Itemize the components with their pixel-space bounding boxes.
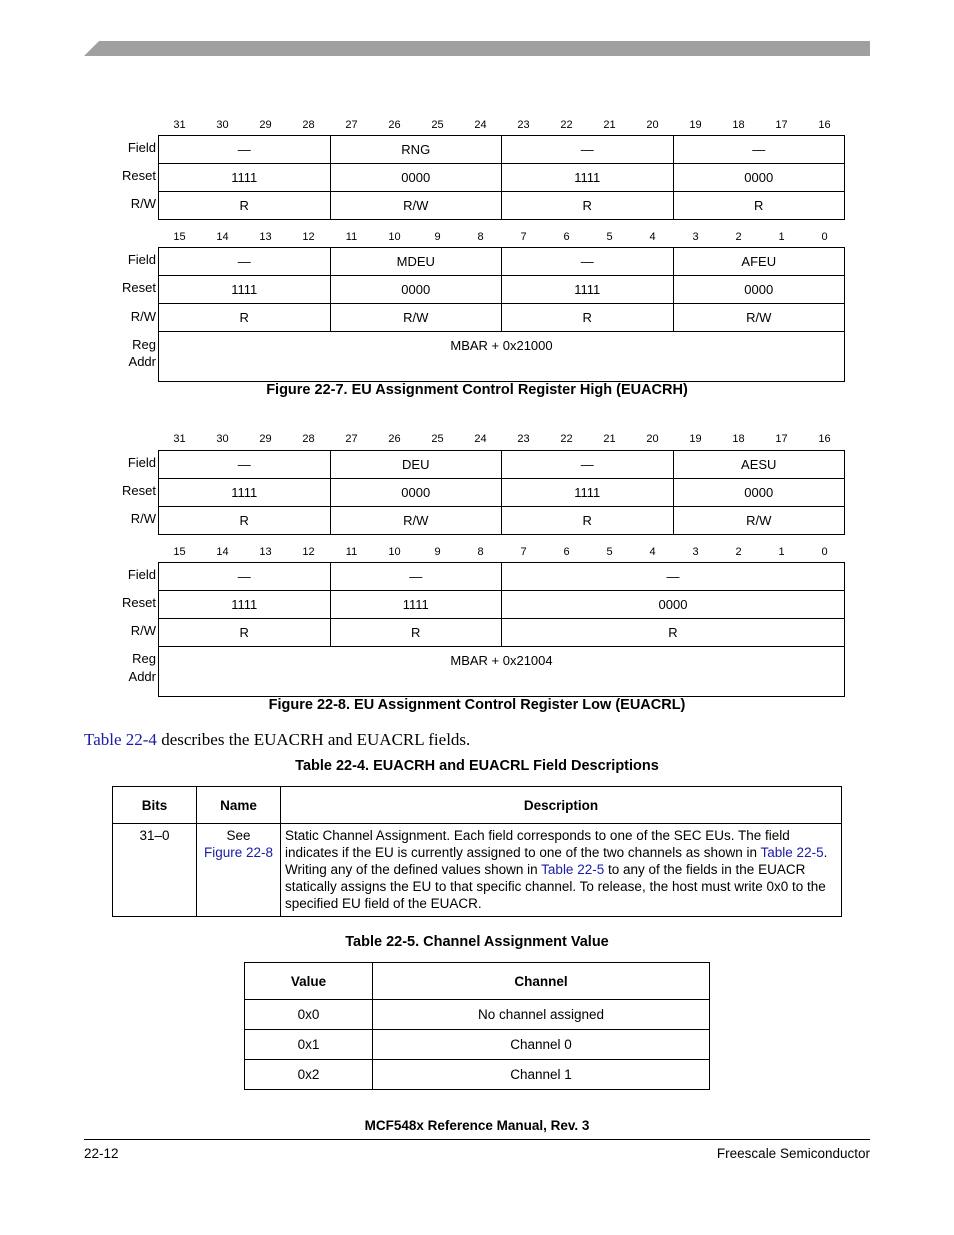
bit-number: 10	[388, 231, 401, 243]
bit-number: 20	[646, 433, 659, 445]
field-cell: RNG	[330, 136, 502, 164]
bit-number: 4	[649, 546, 656, 558]
figure-22-8-link[interactable]: Figure 22-8	[203, 845, 274, 860]
bit-number: 19	[689, 119, 702, 131]
rw-cell: R	[502, 507, 674, 535]
header-bar	[84, 41, 870, 56]
bit-number: 26	[388, 119, 401, 131]
field-cell: —	[502, 563, 845, 591]
bit-number: 5	[606, 231, 613, 243]
rw-cell: R	[502, 304, 674, 332]
bit-number: 21	[603, 433, 616, 445]
bit-number: 3	[692, 231, 699, 243]
bit-number: 1	[778, 231, 785, 243]
channel-cell: No channel assigned	[373, 1000, 710, 1030]
name-prefix: See	[226, 828, 251, 843]
reset-cell: 0000	[330, 164, 502, 192]
bit-number: 17	[775, 433, 788, 445]
field-cell: AESU	[673, 451, 845, 479]
row-label-rw: R/W	[130, 196, 156, 211]
bit-number: 15	[173, 231, 186, 243]
bit-number: 16	[818, 119, 831, 131]
reset-cell: 1111	[159, 164, 331, 192]
bit-number: 3	[692, 546, 699, 558]
register-table-euacrl-low	[158, 562, 845, 697]
field-cell: AFEU	[673, 248, 845, 276]
row-label-field: Field	[127, 455, 156, 470]
bit-number: 28	[302, 433, 315, 445]
bits-cell: 31–0	[113, 824, 197, 917]
name-cell	[197, 824, 281, 917]
table-row	[245, 1030, 710, 1060]
bit-number: 0	[821, 231, 828, 243]
reset-cell: 1111	[330, 591, 502, 619]
reg-addr-cell: MBAR + 0x21000	[159, 332, 845, 382]
bit-number: 31	[173, 433, 186, 445]
row-label-addr: Addr	[128, 669, 156, 684]
rw-cell: R	[673, 192, 845, 220]
rw-cell: R	[502, 619, 845, 647]
rw-cell: R/W	[673, 304, 845, 332]
footer-title: MCF548x Reference Manual, Rev. 3	[364, 1118, 590, 1133]
bit-number: 29	[259, 119, 272, 131]
field-cell: —	[159, 136, 331, 164]
table-row	[245, 1000, 710, 1030]
bit-number: 29	[259, 433, 272, 445]
register-table-euacrh-low	[158, 247, 845, 382]
reset-cell: 1111	[502, 276, 674, 304]
bit-number: 13	[259, 231, 272, 243]
reset-cell: 0000	[330, 479, 502, 507]
table-row	[245, 1060, 710, 1090]
bit-number: 27	[345, 433, 358, 445]
description-cell	[281, 824, 842, 917]
rw-cell: R	[330, 619, 502, 647]
paragraph-text: describes the EUACRH and EUACRL fields.	[156, 730, 471, 749]
bit-number: 14	[216, 231, 229, 243]
bit-number: 30	[216, 119, 229, 131]
bit-number: 12	[302, 231, 315, 243]
row-label-rw: R/W	[130, 511, 156, 526]
row-label-reg: Reg	[132, 651, 156, 666]
column-header: Channel	[373, 963, 710, 1000]
row-label-field: Field	[127, 567, 156, 582]
field-cell: DEU	[330, 451, 502, 479]
bit-number: 31	[173, 119, 186, 131]
bit-number: 14	[216, 546, 229, 558]
row-label-field: Field	[127, 252, 156, 267]
table-caption: Table 22-4. EUACRH and EUACRL Field Descriptions	[295, 758, 659, 774]
column-header: Bits	[113, 787, 197, 824]
value-cell: 0x1	[245, 1030, 373, 1060]
bit-numbers-high	[158, 119, 846, 133]
row-label-reset: Reset	[122, 483, 156, 498]
field-cell: —	[330, 563, 502, 591]
row-label-addr: Addr	[128, 354, 156, 369]
rw-cell: R/W	[330, 304, 502, 332]
bit-number: 15	[173, 546, 186, 558]
value-cell: 0x0	[245, 1000, 373, 1030]
bit-number: 27	[345, 119, 358, 131]
register-table-euacrh-high	[158, 135, 845, 220]
reset-cell: 0000	[673, 276, 845, 304]
bit-number: 17	[775, 119, 788, 131]
bit-number: 16	[818, 433, 831, 445]
reset-cell: 0000	[673, 479, 845, 507]
rw-cell: R	[159, 304, 331, 332]
column-header: Value	[245, 963, 373, 1000]
rw-cell: R/W	[673, 507, 845, 535]
bit-number: 30	[216, 433, 229, 445]
bit-number: 21	[603, 119, 616, 131]
bit-numbers-high	[158, 433, 846, 447]
reset-cell: 1111	[502, 164, 674, 192]
bit-number: 25	[431, 433, 444, 445]
bit-number: 11	[345, 231, 358, 243]
field-cell: MDEU	[330, 248, 502, 276]
bit-number: 13	[259, 546, 272, 558]
bit-number: 18	[732, 433, 745, 445]
bit-number: 25	[431, 119, 444, 131]
table-22-5-link[interactable]: Table 22-5	[541, 862, 605, 877]
bit-numbers-low	[158, 546, 846, 560]
bit-number: 28	[302, 119, 315, 131]
table-22-4-link[interactable]: Table 22-4	[84, 730, 157, 749]
bit-number: 5	[606, 546, 613, 558]
reset-cell: 1111	[159, 479, 331, 507]
bit-number: 8	[477, 546, 484, 558]
bit-number: 12	[302, 546, 315, 558]
bit-number: 9	[434, 546, 441, 558]
figure-caption: Figure 22-8. EU Assignment Control Register Low (EUACRL)	[268, 697, 686, 713]
bit-number: 22	[560, 119, 573, 131]
reset-cell: 1111	[502, 479, 674, 507]
field-cell: —	[159, 248, 331, 276]
bit-number: 8	[477, 231, 484, 243]
row-label-reset: Reset	[122, 595, 156, 610]
bit-number: 6	[563, 231, 570, 243]
bit-number: 2	[735, 546, 742, 558]
table-row	[113, 824, 842, 917]
bit-number: 9	[434, 231, 441, 243]
bit-number: 23	[517, 119, 530, 131]
field-cell: —	[159, 451, 331, 479]
bit-number: 24	[474, 433, 487, 445]
rw-cell: R	[159, 619, 331, 647]
bit-number: 6	[563, 546, 570, 558]
figure-caption: Figure 22-7. EU Assignment Control Register High (EUACRH)	[266, 382, 688, 398]
reset-cell: 0000	[330, 276, 502, 304]
description-text: . Writing any of the defined values shown in	[285, 845, 828, 877]
page-number: 22-12	[84, 1146, 119, 1161]
row-label-field: Field	[127, 140, 156, 155]
bit-number: 22	[560, 433, 573, 445]
bit-number: 10	[388, 546, 401, 558]
table-caption: Table 22-5. Channel Assignment Value	[345, 934, 609, 950]
body-paragraph	[84, 730, 470, 750]
bit-number: 19	[689, 433, 702, 445]
field-descriptions-table	[112, 786, 842, 917]
value-cell: 0x2	[245, 1060, 373, 1090]
field-cell: —	[673, 136, 845, 164]
channel-assignment-table	[244, 962, 710, 1090]
table-22-5-link[interactable]: Table 22-5	[760, 845, 824, 860]
bit-numbers-low	[158, 231, 846, 245]
field-cell: —	[502, 136, 674, 164]
bit-number: 1	[778, 546, 785, 558]
footer-divider	[84, 1139, 870, 1140]
field-cell: —	[502, 451, 674, 479]
field-cell: —	[502, 248, 674, 276]
bit-number: 26	[388, 433, 401, 445]
row-label-rw: R/W	[130, 309, 156, 324]
register-table-euacrl-high	[158, 450, 845, 535]
column-header: Name	[197, 787, 281, 824]
row-label-reg: Reg	[132, 337, 156, 352]
channel-cell: Channel 1	[373, 1060, 710, 1090]
reset-cell: 1111	[159, 276, 331, 304]
description-text: to any of the fields in the EUACR statically assigns the EU to that specific channel. To release, the host must write 0x0 to the specified EU field of the EUACR.	[285, 862, 826, 911]
description-text: Static Channel Assignment. Each field corresponds to one of the SEC EUs. The field indicates if the EU is currently assigned to one of the two channels as shown in	[285, 828, 790, 860]
bit-number: 7	[520, 231, 527, 243]
field-cell: —	[159, 563, 331, 591]
column-header: Description	[281, 787, 842, 824]
reg-addr-cell: MBAR + 0x21004	[159, 647, 845, 697]
rw-cell: R	[159, 192, 331, 220]
rw-cell: R	[159, 507, 331, 535]
bit-number: 24	[474, 119, 487, 131]
bit-number: 7	[520, 546, 527, 558]
bit-number: 4	[649, 231, 656, 243]
row-label-rw: R/W	[130, 623, 156, 638]
rw-cell: R/W	[330, 192, 502, 220]
row-label-reset: Reset	[122, 280, 156, 295]
company-name: Freescale Semiconductor	[716, 1146, 870, 1161]
rw-cell: R	[502, 192, 674, 220]
channel-cell: Channel 0	[373, 1030, 710, 1060]
bit-number: 23	[517, 433, 530, 445]
row-label-reset: Reset	[122, 168, 156, 183]
bit-number: 0	[821, 546, 828, 558]
bit-number: 20	[646, 119, 659, 131]
bit-number: 18	[732, 119, 745, 131]
bit-number: 2	[735, 231, 742, 243]
reset-cell: 0000	[673, 164, 845, 192]
rw-cell: R/W	[330, 507, 502, 535]
reset-cell: 1111	[159, 591, 331, 619]
reset-cell: 0000	[502, 591, 845, 619]
bit-number: 11	[345, 546, 358, 558]
